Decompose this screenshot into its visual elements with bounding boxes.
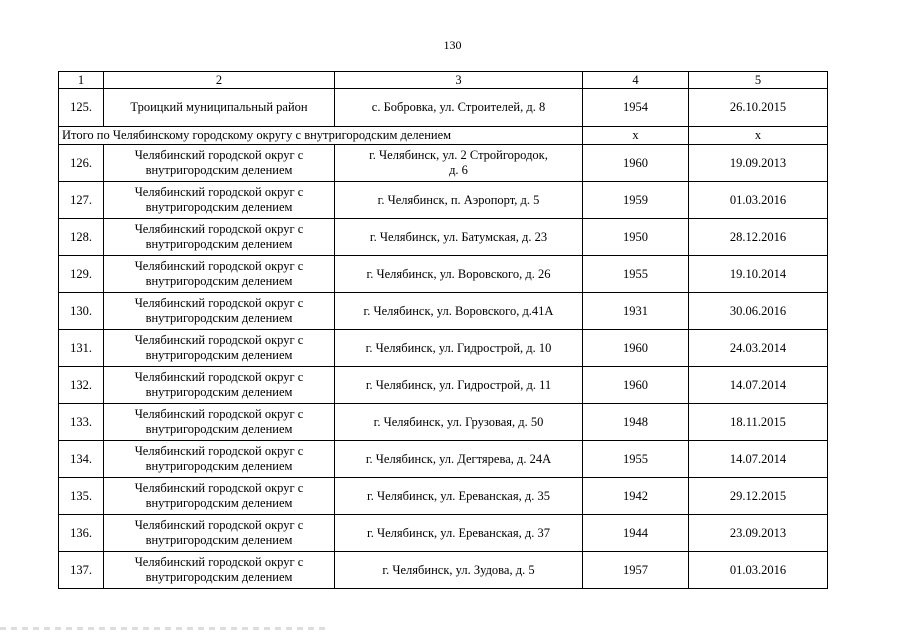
date-cell-line: 01.03.2016 <box>729 562 787 577</box>
year-cell-line: 1957 <box>623 562 648 577</box>
district-cell-line: внутригородским делением <box>145 274 293 288</box>
year-cell-line: 1942 <box>623 488 648 503</box>
district-cell-line: Челябинский городской округ с <box>134 296 304 310</box>
year-cell <box>583 182 689 219</box>
page-number: 130 <box>443 38 462 52</box>
district-cell <box>104 330 335 367</box>
year-cell-line: 1944 <box>623 525 648 540</box>
table-row <box>59 293 828 330</box>
district-cell <box>104 256 335 293</box>
address-cell-line: г. Челябинск, ул. Батумская, д. 23 <box>369 229 548 244</box>
address-cell-line: г. Челябинск, п. Аэропорт, д. 5 <box>377 192 540 207</box>
address-cell-line: г. Челябинск, ул. Дегтярева, д. 24А <box>365 451 552 466</box>
year-cell <box>583 330 689 367</box>
district-cell <box>104 293 335 330</box>
year-cell <box>583 256 689 293</box>
district-cell <box>104 441 335 478</box>
row-number-line: 132. <box>70 377 92 392</box>
year-cell-line: 1959 <box>623 192 648 207</box>
district-cell <box>104 219 335 256</box>
address-cell-line: г. Челябинск, ул. Ереванская, д. 35 <box>367 488 550 503</box>
address-cell <box>335 219 583 256</box>
district-cell-line: внутригородским делением <box>145 533 293 547</box>
address-cell <box>335 256 583 293</box>
row-number <box>59 256 104 293</box>
district-cell-line: Челябинский городской округ с <box>134 481 304 495</box>
row-number <box>59 219 104 256</box>
district-cell <box>104 552 335 589</box>
district-cell-line: Челябинский городской округ с <box>134 148 304 162</box>
year-cell-line: 1960 <box>623 340 648 355</box>
year-cell <box>583 515 689 552</box>
address-cell-line: д. 6 <box>449 163 468 177</box>
subtotal-col4: х <box>583 127 689 145</box>
table-row <box>59 552 828 589</box>
address-cell <box>335 330 583 367</box>
column-number-row <box>59 72 828 89</box>
date-cell <box>689 256 828 293</box>
row-number <box>59 478 104 515</box>
table-row <box>59 478 828 515</box>
year-cell-line: 1955 <box>623 266 648 281</box>
table-row <box>59 145 828 182</box>
table-row <box>59 441 828 478</box>
date-cell <box>689 404 828 441</box>
table-row <box>59 89 828 127</box>
district-cell-line: Челябинский городской округ с <box>134 259 304 273</box>
year-cell <box>583 219 689 256</box>
address-cell-line: г. Челябинск, ул. Гидрострой, д. 10 <box>365 340 552 355</box>
column-header: 1 <box>59 72 104 89</box>
district-cell-line: внутригородским делением <box>145 163 293 177</box>
district-cell <box>104 404 335 441</box>
date-cell <box>689 515 828 552</box>
column-header: 5 <box>689 72 828 89</box>
data-rows <box>59 145 828 589</box>
year-cell <box>583 367 689 404</box>
date-cell <box>689 145 828 182</box>
scan-artifact <box>0 627 330 630</box>
column-header: 4 <box>583 72 689 89</box>
district-cell-line: Челябинский городской округ с <box>134 222 304 236</box>
district-cell-line: внутригородским делением <box>145 422 293 436</box>
district-cell-line: Челябинский городской округ с <box>134 518 304 532</box>
row-number <box>59 441 104 478</box>
table-row <box>59 367 828 404</box>
district-cell-line: Челябинский городской округ с <box>134 333 304 347</box>
row-number <box>59 552 104 589</box>
district-cell: Троицкий муниципальный район <box>104 89 335 127</box>
address-cell-line: г. Челябинск, ул. 2 Стройгородок, <box>369 148 548 162</box>
address-cell: с. Бобровка, ул. Строителей, д. 8 <box>335 89 583 127</box>
row-number-line: 135. <box>70 488 92 503</box>
row-number <box>59 330 104 367</box>
table-row <box>59 219 828 256</box>
year-cell <box>583 478 689 515</box>
year-cell <box>583 293 689 330</box>
district-cell-line: Челябинский городской округ с <box>134 370 304 384</box>
date-cell-line: 24.03.2014 <box>729 340 787 355</box>
address-cell <box>335 293 583 330</box>
row-number-line: 137. <box>70 562 92 577</box>
district-cell-line: внутригородским делением <box>145 570 293 584</box>
table-row <box>59 256 828 293</box>
row-number-line: 134. <box>70 451 92 466</box>
address-cell-line: г. Челябинск, ул. Гидрострой, д. 11 <box>365 377 552 392</box>
year-cell-line: 1960 <box>623 377 648 392</box>
subtotal-col5: х <box>689 127 828 145</box>
date-cell <box>689 552 828 589</box>
column-header: 2 <box>104 72 335 89</box>
row-number-line: 136. <box>70 525 92 540</box>
date-cell-line: 18.11.2015 <box>730 414 786 429</box>
district-cell <box>104 515 335 552</box>
address-cell <box>335 478 583 515</box>
year-cell: 1954 <box>583 89 689 127</box>
district-cell-line: внутригородским делением <box>145 459 293 473</box>
row-number <box>59 367 104 404</box>
date-cell: 26.10.2015 <box>689 89 828 127</box>
year-cell-line: 1948 <box>623 414 648 429</box>
address-cell-line: г. Челябинск, ул. Ереванская, д. 37 <box>367 525 550 540</box>
row-number: 125. <box>59 89 104 127</box>
year-cell <box>583 145 689 182</box>
date-cell <box>689 219 828 256</box>
date-cell <box>689 441 828 478</box>
row-number-line: 128. <box>70 229 92 244</box>
subtotal-label: Итого по Челябинскому городскому округу с внутригородским делением <box>59 127 583 145</box>
district-cell <box>104 367 335 404</box>
district-cell-line: внутригородским делением <box>145 496 293 510</box>
address-cell <box>335 441 583 478</box>
row-number-line: 126. <box>70 155 92 170</box>
buildings-table <box>58 71 828 589</box>
row-number <box>59 404 104 441</box>
address-cell <box>335 145 583 182</box>
row-number-line: 131. <box>70 340 92 355</box>
date-cell-line: 19.09.2013 <box>729 155 787 170</box>
row-number <box>59 293 104 330</box>
row-number <box>59 145 104 182</box>
district-cell-line: Челябинский городской округ с <box>134 407 304 421</box>
address-cell-line: г. Челябинск, ул. Грузовая, д. 50 <box>373 414 544 429</box>
address-cell <box>335 404 583 441</box>
year-cell-line: 1955 <box>623 451 648 466</box>
year-cell-line: 1950 <box>623 229 648 244</box>
row-number <box>59 182 104 219</box>
date-cell-line: 14.07.2014 <box>729 377 787 392</box>
date-cell-line: 19.10.2014 <box>729 266 787 281</box>
date-cell <box>689 330 828 367</box>
date-cell <box>689 293 828 330</box>
district-cell-line: внутригородским делением <box>145 385 293 399</box>
table-row <box>59 182 828 219</box>
row-number-line: 129. <box>70 266 92 281</box>
date-cell-line: 14.07.2014 <box>729 451 787 466</box>
year-cell <box>583 441 689 478</box>
date-cell <box>689 478 828 515</box>
row-number-line: 130. <box>70 303 92 318</box>
subtotal-row <box>59 127 828 145</box>
table-row <box>59 404 828 441</box>
year-cell-line: 1960 <box>623 155 648 170</box>
district-cell-line: Челябинский городской округ с <box>134 555 304 569</box>
table-row <box>59 330 828 367</box>
date-cell-line: 01.03.2016 <box>729 192 787 207</box>
district-cell <box>104 182 335 219</box>
district-cell <box>104 145 335 182</box>
district-cell-line: внутригородским делением <box>145 311 293 325</box>
district-cell-line: внутригородским делением <box>145 200 293 214</box>
year-cell <box>583 552 689 589</box>
row-number-line: 133. <box>70 414 92 429</box>
district-cell-line: внутригородским делением <box>145 237 293 251</box>
row-number <box>59 515 104 552</box>
district-cell-line: Челябинский городской округ с <box>134 444 304 458</box>
district-cell <box>104 478 335 515</box>
address-cell <box>335 552 583 589</box>
address-cell <box>335 367 583 404</box>
address-cell-line: г. Челябинск, ул. Зудова, д. 5 <box>382 562 535 577</box>
date-cell-line: 23.09.2013 <box>729 525 787 540</box>
year-cell <box>583 404 689 441</box>
district-cell-line: внутригородским делением <box>145 348 293 362</box>
district-cell-line: Челябинский городской округ с <box>134 185 304 199</box>
row-number-line: 127. <box>70 192 92 207</box>
address-cell <box>335 515 583 552</box>
address-cell-line: г. Челябинск, ул. Воровского, д.41А <box>363 303 554 318</box>
date-cell-line: 30.06.2016 <box>729 303 787 318</box>
column-header: 3 <box>335 72 583 89</box>
date-cell-line: 28.12.2016 <box>729 229 787 244</box>
address-cell-line: г. Челябинск, ул. Воровского, д. 26 <box>366 266 551 281</box>
year-cell-line: 1931 <box>623 303 648 318</box>
table-row <box>59 515 828 552</box>
address-cell <box>335 182 583 219</box>
date-cell <box>689 367 828 404</box>
date-cell-line: 29.12.2015 <box>729 488 787 503</box>
date-cell <box>689 182 828 219</box>
